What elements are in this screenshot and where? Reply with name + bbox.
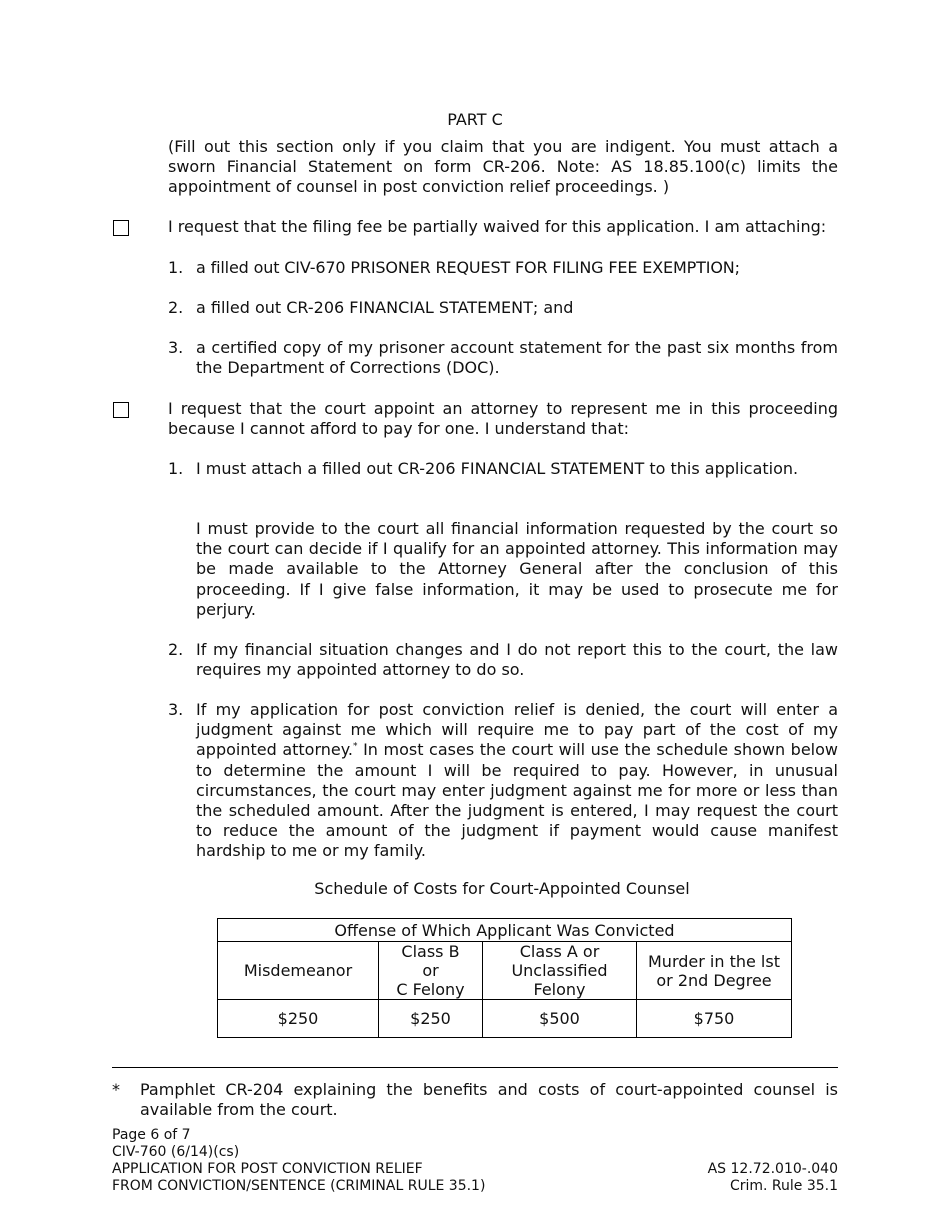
list-item	[196, 700, 838, 862]
footnote-marker: *	[353, 742, 358, 753]
schedule-title: Schedule of Costs for Court-Appointed Counsel	[314, 879, 690, 898]
cost-cell: $500	[483, 1000, 637, 1038]
form-number: CIV-760 (6/14)(cs)	[112, 1144, 240, 1160]
page-number: Page 6 of 7	[112, 1127, 191, 1143]
list-item-number: 2.	[168, 298, 184, 317]
fee-waiver-text: I request that the filing fee be partially waived for this application. I am attaching:	[168, 217, 827, 236]
fee-waiver-checkbox[interactable]	[113, 220, 129, 236]
cost-schedule-table	[217, 918, 792, 1038]
column-header	[379, 942, 483, 1000]
column-header	[218, 942, 379, 1000]
list-item: I must attach a filled out CR-206 FINANCIAL STATEMENT to this application.	[196, 459, 799, 478]
list-item: a filled out CR-206 FINANCIAL STATEMENT; and	[196, 298, 574, 317]
list-item-text: If my application for post conviction relief is denied, the court will enter a judgment against me which will require me to pay part of the cost of my appointed attorney.	[196, 700, 838, 760]
list-item-number: 3.	[168, 700, 184, 719]
list-item-number: 2.	[168, 640, 184, 659]
rule-reference: Crim. Rule 35.1	[729, 1178, 838, 1194]
form-title-line1: APPLICATION FOR POST CONVICTION RELIEF	[112, 1161, 423, 1177]
list-item: a certified copy of my prisoner account statement for the past six months from the Department of Corrections (DOC).	[196, 338, 838, 378]
cost-cell: $750	[637, 1000, 792, 1038]
column-header	[637, 942, 792, 1000]
column-header-line: or 2nd Degree	[656, 970, 772, 990]
column-header-line: Unclassified	[511, 961, 608, 980]
list-item-text: In most cases the court will use the schedule shown below to determine the amount I will be required to pay. However, in unusual circumstances, the court may enter judgment against me for more or less than the scheduled amount. After the judgment is entered, I may request the court to reduce the amount of the judgment if payment would cause manifest hardship to me or my family.	[196, 740, 839, 861]
column-header-line: Murder in the lst	[648, 951, 780, 971]
intro-note: (Fill out this section only if you claim that you are indigent. You must attach a sworn Financial Statement on form CR-206. Note: AS 18.85.100(c) limits the appointment of counsel in post conviction relief proceedings. )	[168, 137, 838, 197]
column-header-line: Class B	[401, 942, 460, 961]
column-header-line: Misdemeanor	[243, 961, 353, 980]
list-item-number: 1.	[168, 258, 184, 277]
column-header-line: C Felony	[396, 980, 465, 999]
cost-cell: $250	[379, 1000, 483, 1038]
footnote-marker: *	[112, 1080, 120, 1099]
list-item: a filled out CIV-670 PRISONER REQUEST FOR FILING FEE EXEMPTION;	[196, 258, 740, 277]
attorney-request-text: I request that the court appoint an attorney to represent me in this proceeding because I cannot afford to pay for one. I understand that:	[168, 399, 838, 439]
footnote-text: Pamphlet CR-204 explaining the benefits and costs of court-appointed counsel is available from the court.	[140, 1080, 838, 1120]
cost-cell: $250	[218, 1000, 379, 1038]
list-item-number: 1.	[168, 459, 184, 478]
list-item: If my financial situation changes and I do not report this to the court, the law requires my appointed attorney to do so.	[196, 640, 838, 680]
column-header-line: Felony	[533, 980, 586, 999]
list-item-paragraph: I must provide to the court all financial information requested by the court so the court can decide if I qualify for an appointed attorney. This information may be made available to the Attorney General after the conclusion of this proceeding. If I give false information, it may be used to prosecute me for perjury.	[196, 519, 838, 619]
list-item-number: 3.	[168, 338, 184, 357]
table-header: Offense of Which Applicant Was Convicted	[218, 919, 792, 942]
attorney-request-checkbox[interactable]	[113, 402, 129, 418]
form-title-line2: FROM CONVICTION/SENTENCE (CRIMINAL RULE 35.1)	[112, 1178, 486, 1194]
column-header	[483, 942, 637, 1000]
column-header-line: or	[422, 961, 439, 980]
statute-reference: AS 12.72.010-.040	[707, 1161, 838, 1177]
footnote-divider	[112, 1067, 838, 1068]
column-header-line: Class A or	[519, 942, 600, 961]
page-title: PART C	[447, 110, 503, 129]
